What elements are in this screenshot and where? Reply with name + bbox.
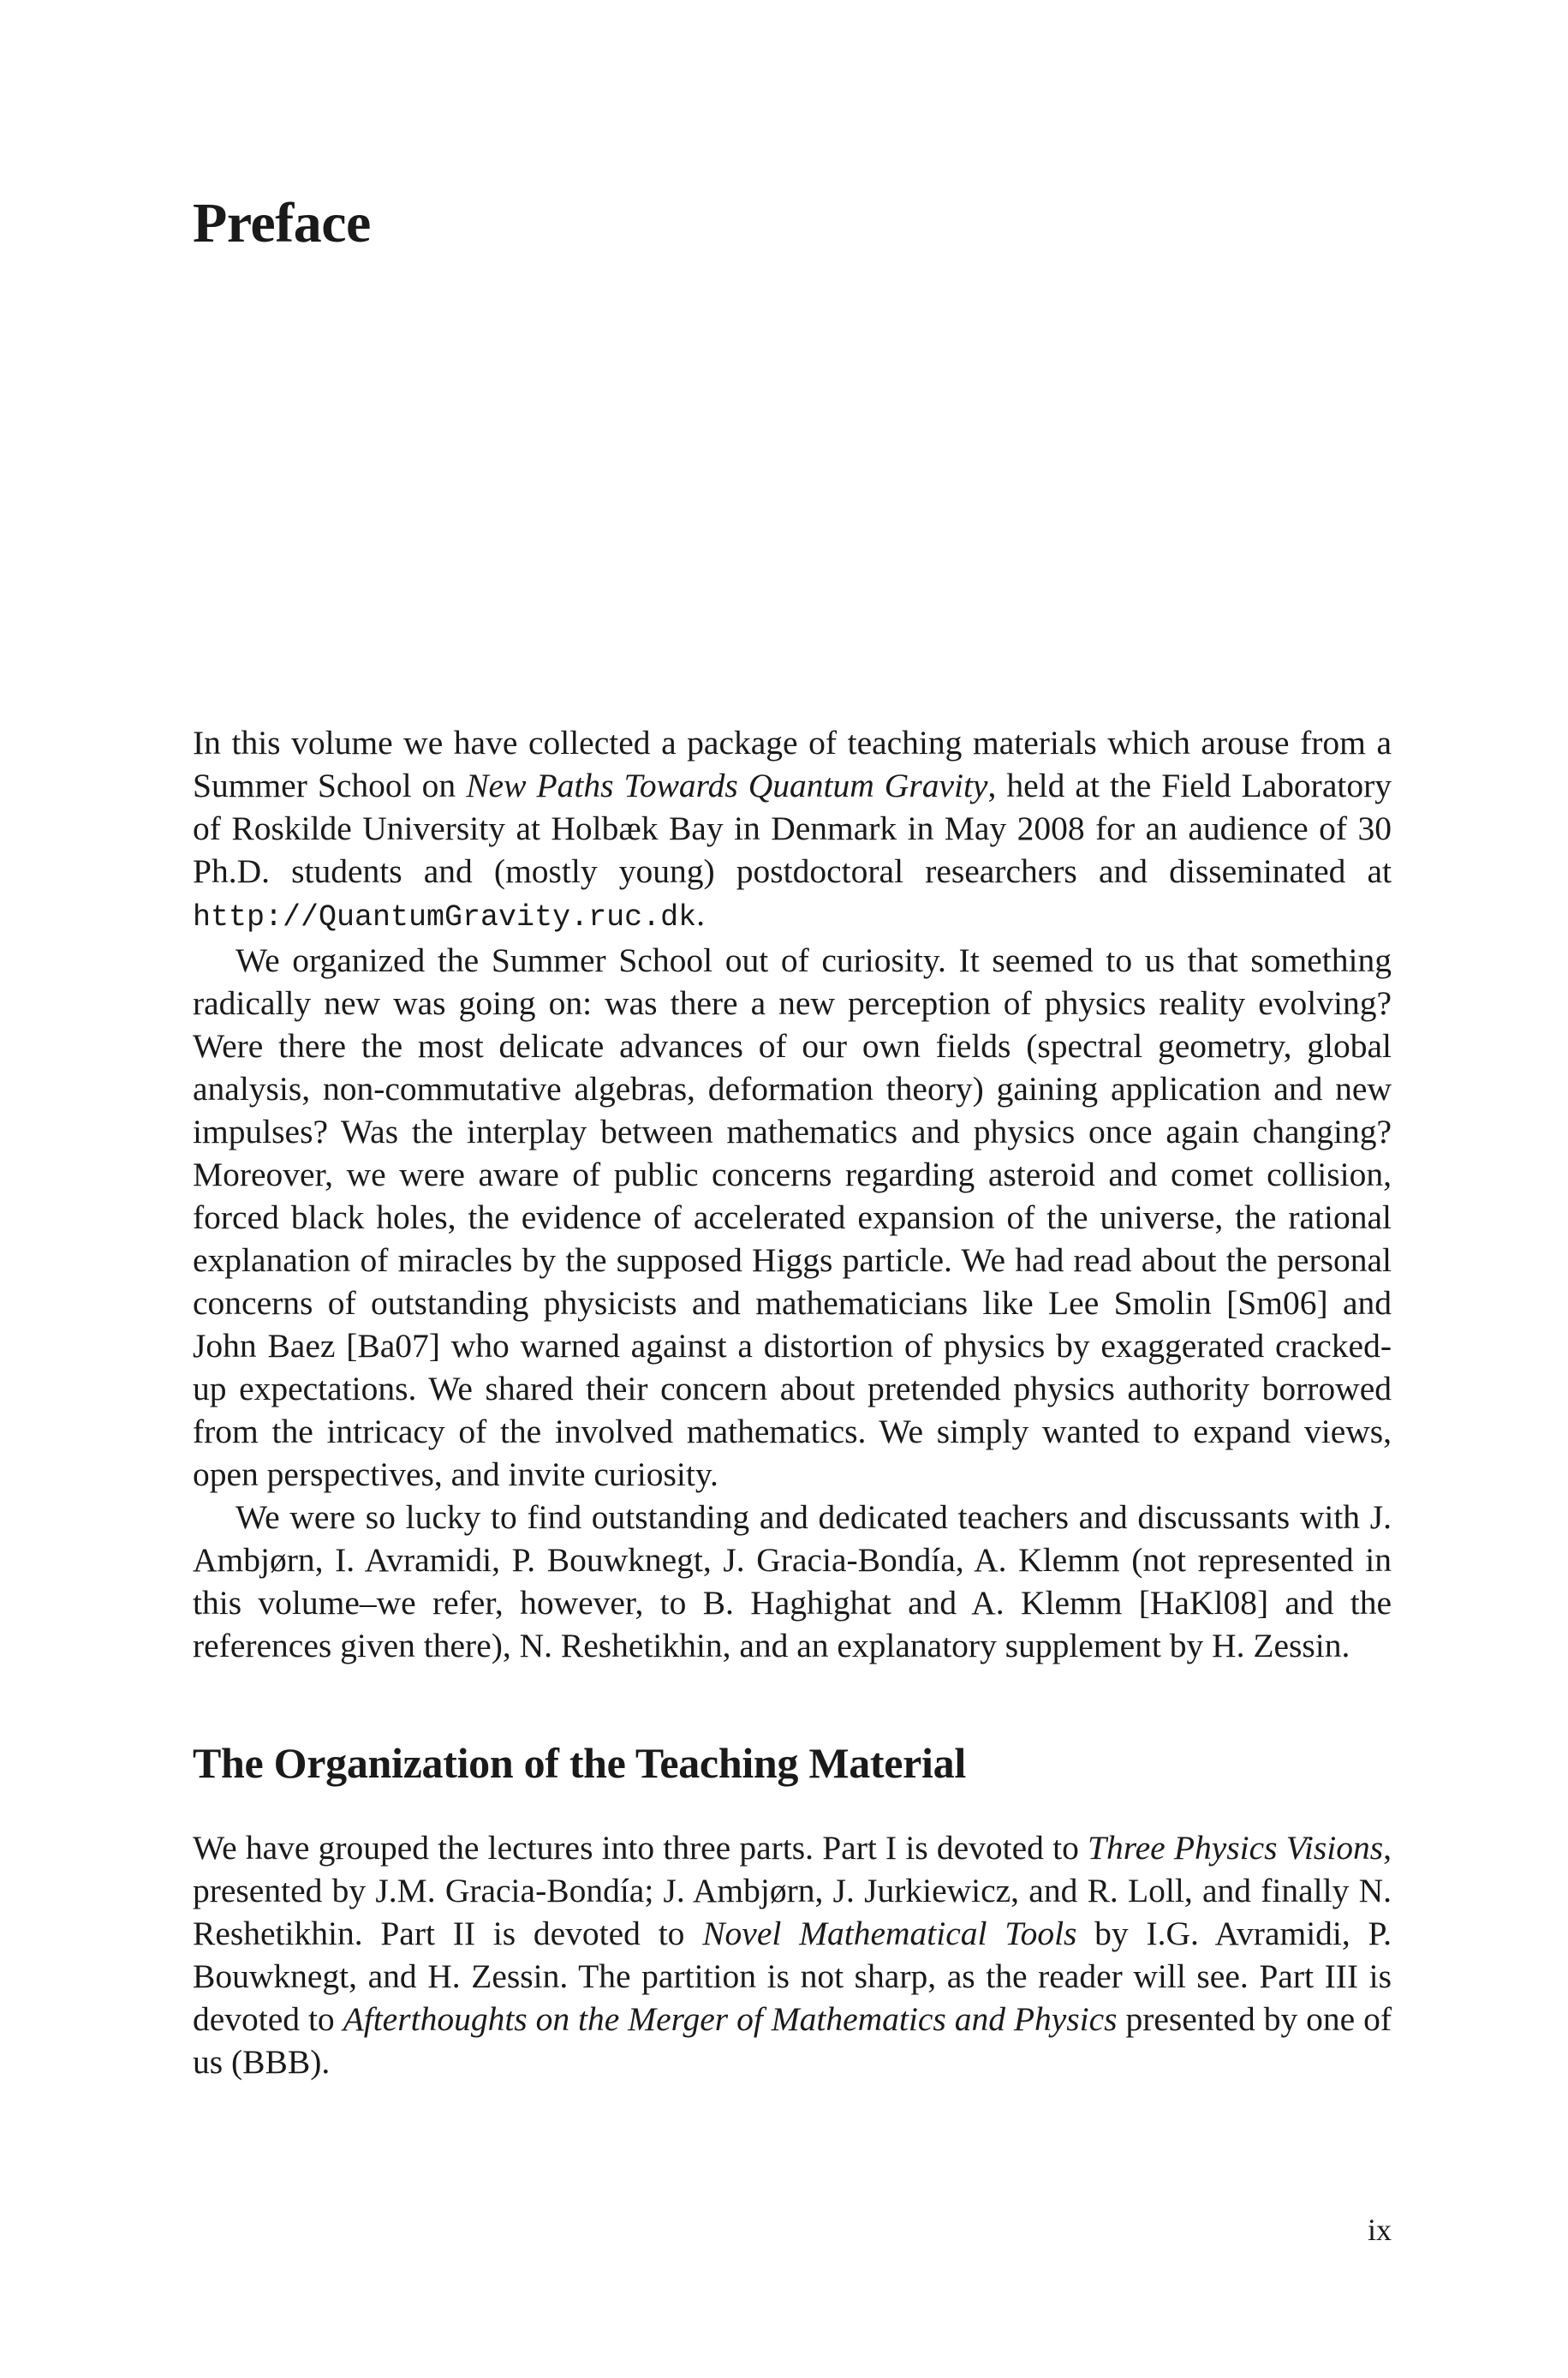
text-run: , held at the Field Laboratory of Roskilde University at Holbæk Bay in Denmark in May 2008 for an audience of 30 Ph.D. students and (mostly young) postdoctoral researchers and disseminated at [193, 767, 1392, 890]
text-run: In this volume we have collected a package of teaching materials which arouse from a Summer School on [193, 724, 1392, 804]
paragraph-motivation: We organized the Summer School out of curiosity. It seemed to us that something radically new was going on: was there a new perception of physics reality evolving? Were there the most delicate advances of our own fields (spectral geometry, global analysis, non-commutative algebras, deformation theory) gaining application and new impulses? Was the interplay between mathematics and physics once again changing? Moreover, we were aware of public concerns regarding asteroid and comet collision, forced black holes, the evidence of accelerated expansion of the universe, the rational explanation of miracles by the supposed Higgs particle. We had read about the personal concerns of outstanding physicists and mathematicians like Lee Smolin [Sm06] and John Baez [Ba07] who warned against a distortion of physics by exaggerated cracked-up expectations. We shared their concern about pretended physics authority borrowed from the intricacy of the involved mathematics. We simply wanted to expand views, open perspectives, and invite curiosity. [193, 941, 1392, 1493]
chapter-title: Preface [193, 192, 371, 254]
part-three-title: Afterthoughts on the Merger of Mathematics and Physics [343, 2000, 1118, 2038]
text-run: We have grouped the lectures into three parts. Part I is devoted to [193, 1829, 1088, 1867]
page-number: ix [1367, 2213, 1392, 2247]
text-run: presented by one of us (BBB). [193, 2000, 1392, 2081]
part-two-title: Novel Mathematical Tools [702, 1915, 1077, 1952]
text-run: , presented by J.M. Gracia-Bondía; J. Ambjørn, J. Jurkiewicz, and R. Loll, and finally N. Reshetikhin. Part II is devoted to [193, 1829, 1392, 1952]
school-url-link[interactable]: http://QuantumGravity.ruc.dk [193, 900, 697, 935]
paragraph-teachers: We were so lucky to find outstanding and dedicated teachers and discussants with J. Ambjørn, I. Avramidi, P. Bouwknegt, J. Gracia-Bondía, A. Klemm (not represented in this volume–we refer, however, to B. Haghighat and A. Klemm [HaKl08] and the references given there), N. Reshetikhin, and an explanatory supplement by H. Zessin. [193, 1498, 1392, 1664]
school-title: New Paths Towards Quantum Gravity [466, 767, 988, 804]
section-title: The Organization of the Teaching Material [193, 1739, 966, 1787]
paragraph-organization [193, 1826, 1392, 2083]
text-run: by I.G. Avramidi, P. Bouwknegt, and H. Zessin. The partition is not sharp, as the reader will see. Part III is devoted to [193, 1915, 1392, 2038]
book-page [193, 0, 1392, 2378]
part-one-title: Three Physics Visions [1088, 1829, 1384, 1867]
paragraph-intro [193, 721, 1392, 939]
text-run: . [696, 895, 705, 933]
body-text [193, 721, 1392, 2083]
